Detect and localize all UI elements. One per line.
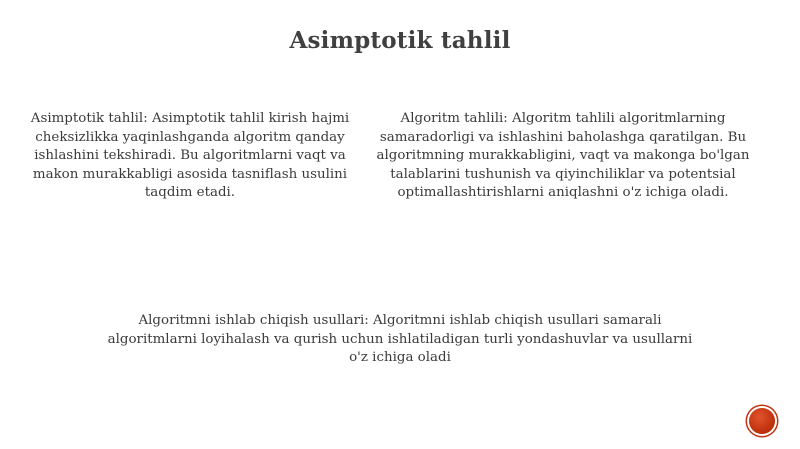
left-text-block: Asimptotik tahlil: Asimptotik tahlil kirish hajmi cheksizlikka yaqinlashganda algoritm qanday ishlashini tekshiradi. Bu algoritmlarni vaqt va makon murakkabligi asosida tasniflash usulini taqdim etadi. — [30, 111, 350, 200]
next-slide-circle-icon[interactable] — [749, 408, 775, 434]
bottom-text-block: Algoritmni ishlab chiqish usullari: Algoritmni ishlab chiqish usullari samarali algoritmlarni loyihalash va qurish uchun ishlatiladigan turli yondashuvlar va usullarni o'z ichiga oladi — [107, 313, 693, 365]
slide-title: Asimptotik tahlil — [289, 27, 511, 54]
right-text-block: Algoritm tahlili: Algoritm tahlili algoritmlarning samaradorligi va ishlashini baholashga qaratilgan. Bu algoritmning murakkabligini, vaqt va makonga bo'lgan talablarini tushunish va qiyinchiliklar va potentsial optimallashtirishlarni aniqlashni o'z ichiga oladi. — [376, 111, 750, 200]
